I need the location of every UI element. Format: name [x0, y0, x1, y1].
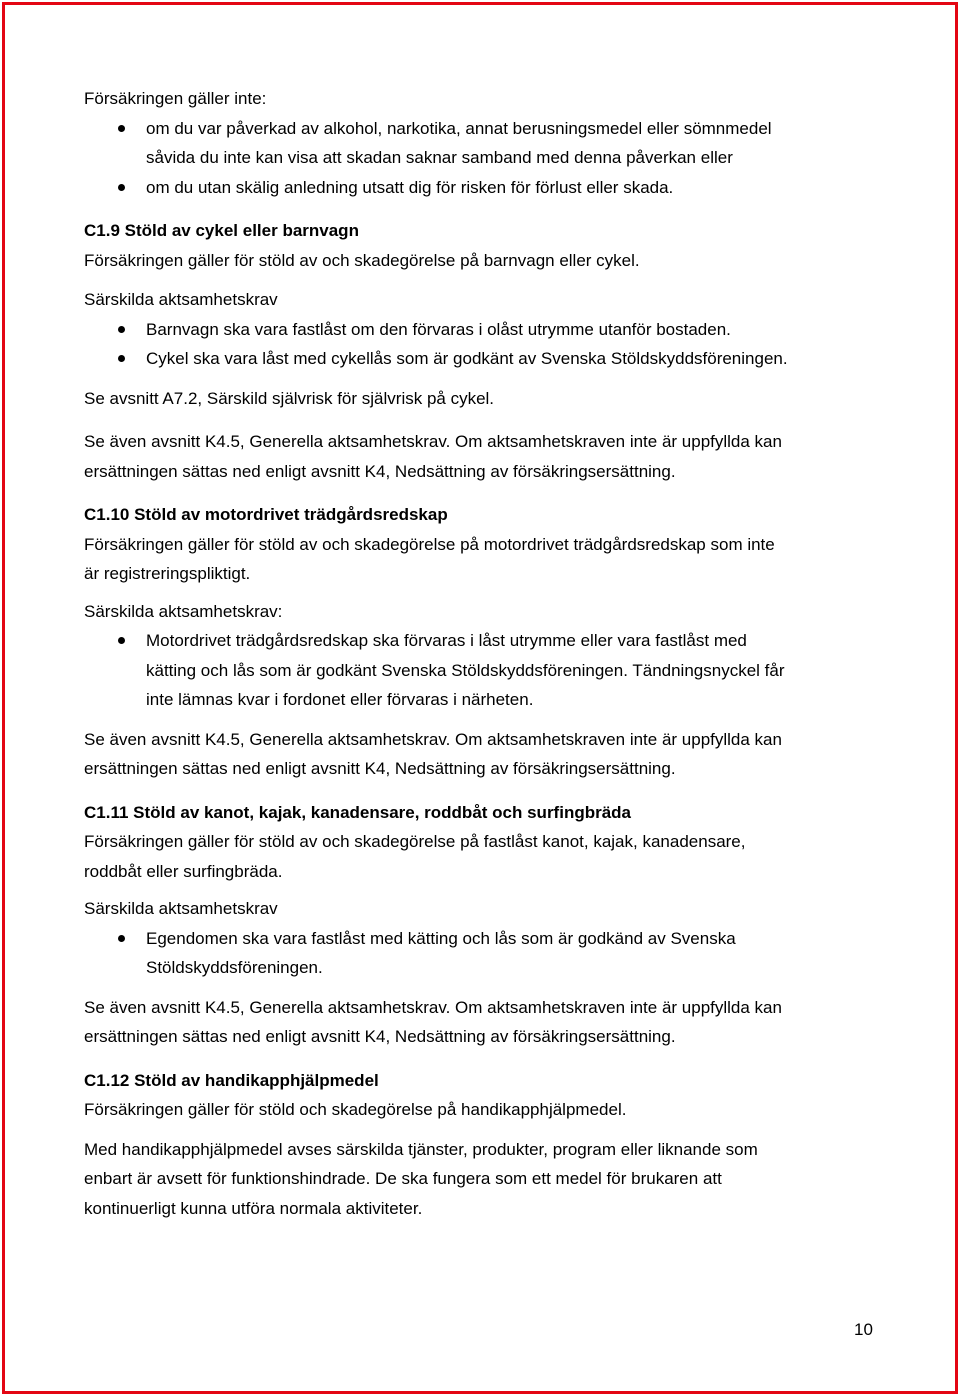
- list-item: [84, 924, 884, 983]
- list-item-line: Barnvagn ska vara fastlåst om den förvaras i olåst utrymme utanför bostaden.: [146, 319, 731, 339]
- list-item-line: såvida du inte kan visa att skadan saknar samband med denna påverkan eller: [146, 148, 733, 167]
- exclusions-heading: Försäkringen gäller inte:: [84, 89, 267, 108]
- section-title-c1-9: C1.9 Stöld av cykel eller barnvagn: [84, 221, 359, 240]
- paragraph-line: kontinuerligt kunna utföra normala aktiviteter.: [84, 1198, 423, 1218]
- section-title-c1-10: C1.10 Stöld av motordrivet trädgårdsredskap: [84, 505, 448, 524]
- section-body: [84, 530, 884, 589]
- paragraph-line: ersättningen sättas ned enligt avsnitt K4, Nedsättning av försäkringsersättning.: [84, 759, 676, 778]
- bullet-icon: [118, 184, 125, 191]
- cross-reference: Se avsnitt A7.2, Särskild självrisk för självrisk på cykel.: [84, 388, 495, 408]
- section-title-c1-11: C1.11 Stöld av kanot, kajak, kanadensare, roddbåt och surfingbräda: [84, 802, 632, 822]
- requirements-list: [84, 626, 884, 715]
- paragraph-line: Försäkringen gäller för stöld av och skadegörelse på fastlåst kanot, kajak, kanadensare,: [84, 832, 746, 851]
- requirements-label: Särskilda aktsamhetskrav: [84, 290, 278, 309]
- exclusions-list: [84, 114, 884, 203]
- paragraph-line: roddbåt eller surfingbräda.: [84, 861, 283, 881]
- list-item: [84, 626, 884, 715]
- list-item-line: om du utan skälig anledning utsatt dig för risken för förlust eller skada.: [146, 177, 674, 197]
- requirements-label: Särskilda aktsamhetskrav: [84, 899, 278, 918]
- paragraph-line: enbart är avsett för funktionshindrade. De ska fungera som ett medel för brukaren att: [84, 1169, 722, 1188]
- section-body: Försäkringen gäller för stöld och skadegörelse på handikapphjälpmedel.: [84, 1100, 627, 1119]
- list-item-line: Motordrivet trädgårdsredskap ska förvaras i låst utrymme eller vara fastlåst med: [146, 631, 747, 650]
- bullet-icon: [118, 355, 125, 362]
- requirements-label: Särskilda aktsamhetskrav:: [84, 601, 283, 621]
- list-item-line: Egendomen ska vara fastlåst med kätting och lås som är godkänd av Svenska: [146, 928, 736, 948]
- list-item-line: inte lämnas kvar i fordonet eller förvaras i närheten.: [146, 690, 534, 709]
- page-number: 10: [854, 1320, 873, 1339]
- paragraph-line: Med handikapphjälpmedel avses särskilda tjänster, produkter, program eller liknande som: [84, 1139, 758, 1159]
- list-item-line: kätting och lås som är godkänt Svenska Stöldskyddsföreningen. Tändningsnyckel får: [146, 660, 785, 680]
- section-title-c1-12: C1.12 Stöld av handikapphjälpmedel: [84, 1070, 379, 1090]
- cross-reference-paragraph: [84, 725, 884, 784]
- bullet-icon: [118, 326, 125, 333]
- list-item-line: Cykel ska vara låst med cykellås som är godkänt av Svenska Stöldskyddsföreningen.: [146, 349, 788, 368]
- section-body: [84, 827, 884, 886]
- bullet-icon: [118, 637, 125, 644]
- paragraph-line: är registreringspliktigt.: [84, 564, 251, 583]
- paragraph-line: ersättningen sättas ned enligt avsnitt K4, Nedsättning av försäkringsersättning.: [84, 461, 676, 481]
- paragraph-line: Se även avsnitt K4.5, Generella aktsamhetskrav. Om aktsamhetskraven inte är uppfyllda kan: [84, 432, 782, 451]
- paragraph-line: ersättningen sättas ned enligt avsnitt K4, Nedsättning av försäkringsersättning.: [84, 1027, 676, 1046]
- section-body: Försäkringen gäller för stöld av och skadegörelse på barnvagn eller cykel.: [84, 250, 640, 270]
- cross-reference-paragraph: [84, 993, 884, 1052]
- list-item: [84, 173, 884, 203]
- list-item: [84, 114, 884, 173]
- cross-reference-paragraph: [84, 427, 884, 486]
- definition-paragraph: [84, 1135, 884, 1224]
- bullet-icon: [118, 125, 125, 132]
- requirements-list: [84, 315, 884, 374]
- list-item: [84, 315, 884, 345]
- paragraph-line: Försäkringen gäller för stöld av och skadegörelse på motordrivet trädgårdsredskap som inte: [84, 534, 775, 554]
- document-body: [84, 84, 884, 1223]
- paragraph-line: Se även avsnitt K4.5, Generella aktsamhetskrav. Om aktsamhetskraven inte är uppfyllda kan: [84, 729, 782, 749]
- requirements-list: [84, 924, 884, 983]
- paragraph-line: Se även avsnitt K4.5, Generella aktsamhetskrav. Om aktsamhetskraven inte är uppfyllda kan: [84, 997, 782, 1017]
- list-item-line: Stöldskyddsföreningen.: [146, 958, 323, 977]
- list-item: [84, 344, 884, 374]
- bullet-icon: [118, 935, 125, 942]
- list-item-line: om du var påverkad av alkohol, narkotika, annat berusningsmedel eller sömnmedel: [146, 118, 772, 138]
